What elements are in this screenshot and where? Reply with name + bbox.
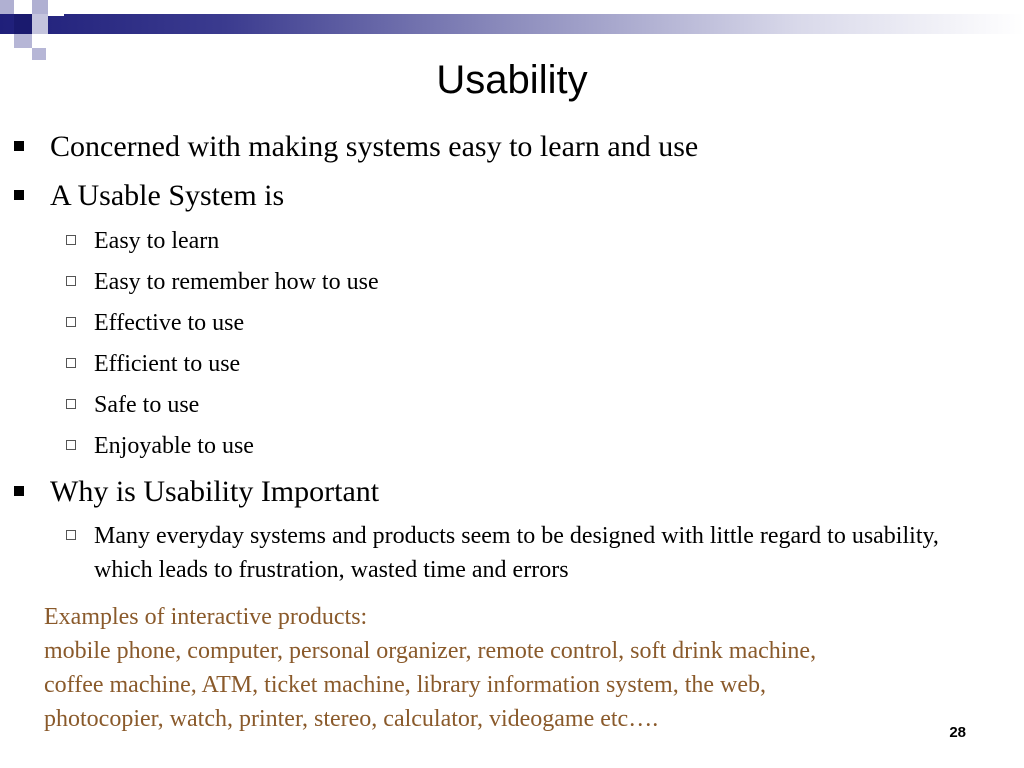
sub-bullet-text: Effective to use <box>94 310 245 336</box>
page-number: 28 <box>949 724 966 741</box>
hollow-square-bullet-icon <box>66 440 76 450</box>
hollow-square-bullet-icon <box>66 317 76 327</box>
sub-bullet-item <box>66 347 240 381</box>
hollow-square-bullet-icon <box>66 530 76 540</box>
examples-line: coffee machine, ATM, ticket machine, library information system, the web, <box>44 672 767 698</box>
bullet-item <box>14 179 284 213</box>
sub-bullet-item <box>66 306 244 340</box>
sub-bullet-text: Safe to use <box>94 392 200 418</box>
hollow-square-bullet-icon <box>66 358 76 368</box>
examples-heading: Examples of interactive products: <box>44 604 368 630</box>
bullet-item <box>14 475 379 509</box>
sub-bullet-item <box>66 224 219 258</box>
hollow-square-bullet-icon <box>66 235 76 245</box>
sub-bullet-text: Enjoyable to use <box>94 433 254 459</box>
sub-bullet-item <box>66 519 996 587</box>
sub-bullet-item <box>66 265 379 299</box>
bullet-text: A Usable System is <box>50 179 285 212</box>
hollow-square-bullet-icon <box>66 276 76 286</box>
square-bullet-icon <box>14 190 24 200</box>
decorative-square <box>32 14 48 34</box>
sub-bullet-text: Easy to learn <box>94 228 220 254</box>
decorative-square <box>32 0 48 14</box>
decorative-square <box>14 34 32 48</box>
sub-bullet-item <box>66 388 199 422</box>
sub-bullet-text: Easy to remember how to use <box>94 269 379 295</box>
square-bullet-icon <box>14 141 24 151</box>
hollow-square-bullet-icon <box>66 399 76 409</box>
decorative-square <box>32 34 46 48</box>
decorative-square <box>0 0 14 14</box>
sub-bullet-text: Efficient to use <box>94 351 241 377</box>
header-gradient-band <box>0 14 1024 34</box>
decorative-square <box>14 14 32 34</box>
decorative-square <box>48 0 64 16</box>
square-bullet-icon <box>14 486 24 496</box>
bullet-text: Concerned with making systems easy to learn and use <box>50 130 699 163</box>
slide-title: Usability <box>436 58 588 102</box>
bullet-text: Why is Usability Important <box>50 475 380 508</box>
sub-bullet-text: Many everyday systems and products seem to be designed with little regard to usability, which leads to frustration, wasted time and errors <box>94 523 939 583</box>
sub-bullet-item <box>66 429 254 463</box>
bullet-item <box>14 130 698 164</box>
examples-line: photocopier, watch, printer, stereo, calculator, videogame etc…. <box>44 706 659 732</box>
examples-block <box>44 600 1004 736</box>
examples-line: mobile phone, computer, personal organizer, remote control, soft drink machine, <box>44 638 817 664</box>
